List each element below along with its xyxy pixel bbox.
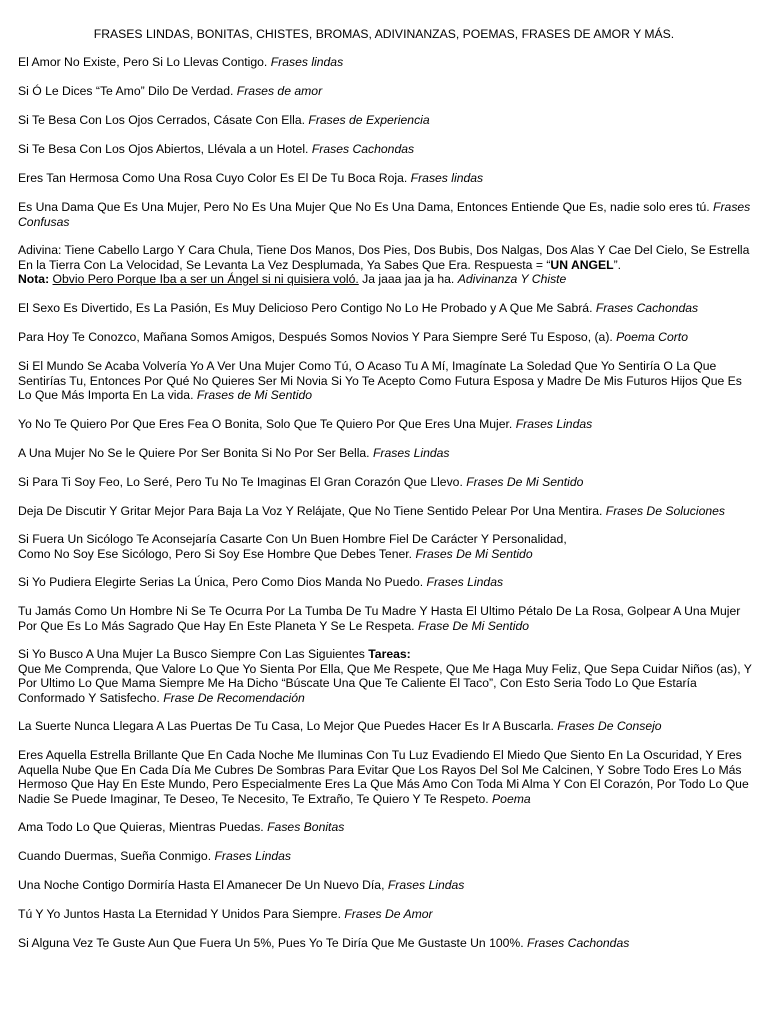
- phrase-5: [18, 171, 753, 186]
- phrase-2: [18, 84, 753, 99]
- phrase-tag: Frases Lindas: [372, 446, 450, 460]
- riddle-answer-close: ”.: [613, 257, 622, 272]
- phrase-tag: Frases Lindas: [426, 575, 504, 589]
- phrase-tag: Frases De Soluciones: [605, 504, 726, 518]
- phrase-text: Si Yo Pudiera Elegirte Serias La Única, Pero Como Dios Manda No Puedo.: [18, 575, 424, 589]
- phrase-text: Eres Tan Hermosa Como Una Rosa Cuyo Color Es El De Tu Boca Roja.: [18, 171, 408, 185]
- phrase-tag: Frases de Experiencia: [308, 113, 430, 127]
- phrase-text: A Una Mujer No Se le Quiere Por Ser Bonita Si No Por Ser Bella.: [18, 446, 370, 460]
- phrase-18: [18, 647, 753, 705]
- note-underlined: Obvio Pero Porque Iba a ser un Ángel si ni quisiera voló.: [52, 272, 359, 286]
- phrase-text: Si El Mundo Se Acaba Volvería Yo A Ver Una Mujer Como Tú, O Acaso Tu A Mí, Imagínate La Soledad Que Yo Sentiría O La Que Sentirías Tu, Entonces Por Qué No Quieres Ser Mi Novia Si Yo Te Acepto Como Futura Esposa y Madre De Mis Futuros Hijos Que Es Lo Que Más Importa En La vida.: [18, 359, 742, 402]
- phrase-tag: Frases De Consejo: [557, 719, 662, 733]
- phrase-text: Yo No Te Quiero Por Que Eres Fea O Bonita, Solo Que Te Quiero Por Que Eres Una Mujer.: [18, 417, 513, 431]
- phrase-7-riddle: [18, 243, 753, 287]
- phrase-text: Si Te Besa Con Los Ojos Cerrados, Cásate Con Ella.: [18, 113, 305, 127]
- phrase-1: [18, 55, 753, 70]
- riddle-text: Adivina: Tiene Cabello Largo Y Cara Chula, Tiene Dos Manos, Dos Pies, Dos Bubis, Dos Nalgas, Dos Alas Y Cae Del Cielo, Se Estrella En la Tierra Con La Velocidad, Se Levanta La Vez Desplumada, Ya Sabes Que Era. Respuesta = “: [18, 243, 750, 272]
- phrase-text: El Amor No Existe, Pero Si Lo Llevas Contigo.: [18, 55, 268, 69]
- phrase-4: [18, 142, 753, 157]
- phrase-15: [18, 532, 753, 561]
- phrase-3: [18, 113, 753, 128]
- phrase-text: El Sexo Es Divertido, Es La Pasión, Es Muy Delicioso Pero Contigo No Lo He Probado y A Que Me Sabrá.: [18, 301, 593, 315]
- phrase-tag: Frases Lindas: [515, 417, 593, 431]
- phrase-tag: Adivinanza Y Chiste: [457, 272, 567, 286]
- phrase-17: [18, 604, 753, 633]
- phrase-22: [18, 849, 753, 864]
- phrase-text: Para Hoy Te Conozco, Mañana Somos Amigos, Después Somos Novios Y Para Siempre Seré Tu Esposo, (a).: [18, 330, 613, 344]
- phrase-text: Ama Todo Lo Que Quieras, Mientras Puedas.: [18, 820, 264, 834]
- phrase-25: [18, 936, 753, 951]
- phrase-text: Deja De Discutir Y Gritar Mejor Para Baja La Voz Y Relájate, Que No Tiene Sentido Pelear Por Una Mentira.: [18, 504, 603, 518]
- phrase-tag: Frases De Mi Sentido: [466, 475, 584, 489]
- phrase-text: Una Noche Contigo Dormiría Hasta El Amanecer De Un Nuevo Día,: [18, 878, 385, 892]
- note-label: Nota:: [18, 272, 50, 286]
- riddle-answer: UN ANGEL: [550, 257, 614, 272]
- phrase-text: Si Yo Busco A Una Mujer La Busco Siempre Con Las Siguientes: [18, 647, 365, 661]
- phrase-tag: Frases lindas: [270, 55, 344, 69]
- phrase-rest: Que Me Comprenda, Que Valore Lo Que Yo Sienta Por Ella, Que Me Respete, Que Me Haga Muy Feliz, Que Sepa Cuidar Niños (as), Y Por Ultimo Lo Que Mama Siempre Me Ha Dicho “Búscate Una Que Te Caliente El Taco”, Con Esto Seria Todo Lo Que Estaría Conformado Y Satisfecho.: [18, 661, 752, 705]
- phrase-line-1: Si Fuera Un Sicólogo Te Aconsejaría Casarte Con Un Buen Hombre Fiel De Carácter Y Personalidad,: [18, 532, 567, 546]
- phrase-text: Tú Y Yo Juntos Hasta La Eternidad Y Unidos Para Siempre.: [18, 907, 341, 921]
- note-rest: Ja jaaa jaa ja ha.: [362, 272, 455, 286]
- phrase-tag: Frases Lindas: [214, 849, 292, 863]
- phrase-11: [18, 417, 753, 432]
- phrase-16: [18, 575, 753, 590]
- phrase-tag: Frases lindas: [410, 171, 484, 185]
- phrase-24: [18, 907, 753, 922]
- phrase-9: [18, 330, 753, 345]
- phrase-6: [18, 200, 753, 229]
- phrase-14: [18, 504, 753, 519]
- phrase-tag: Frase De Mi Sentido: [417, 618, 530, 633]
- phrase-tag: Frases De Amor: [344, 907, 433, 921]
- phrase-tag: Frases de Mi Sentido: [196, 388, 313, 402]
- phrase-text: Si Ó Le Dices “Te Amo” Dilo De Verdad.: [18, 84, 234, 98]
- phrase-text: Cuando Duermas, Sueña Conmigo.: [18, 849, 212, 863]
- phrase-tag: Fases Bonitas: [267, 820, 345, 834]
- phrase-20-poem: [18, 748, 753, 806]
- phrase-text: Si Te Besa Con Los Ojos Abiertos, Llévala a un Hotel.: [18, 142, 309, 156]
- phrase-tag: Frases Confusas: [18, 200, 751, 229]
- phrase-8: [18, 301, 753, 316]
- phrase-10: [18, 359, 753, 403]
- phrase-tag: Frase De Recomendación: [163, 690, 305, 705]
- phrase-text: Si Alguna Vez Te Guste Aun Que Fuera Un 5%, Pues Yo Te Diría Que Me Gustaste Un 100%.: [18, 936, 524, 950]
- phrase-tag: Poema Corto: [616, 330, 688, 344]
- phrase-tag: Poema: [492, 791, 531, 806]
- phrase-12: [18, 446, 753, 461]
- phrase-21: [18, 820, 753, 835]
- phrase-tag: Frases Cachondas: [527, 936, 630, 950]
- phrase-line-2: Como No Soy Ese Sicólogo, Pero Si Soy Ese Hombre Que Debes Tener.: [18, 546, 413, 561]
- phrase-text: Si Para Ti Soy Feo, Lo Seré, Pero Tu No Te Imaginas El Gran Corazón Que Llevo.: [18, 475, 463, 489]
- phrase-tag: Frases de amor: [236, 84, 323, 98]
- phrase-23: [18, 878, 753, 893]
- phrase-tag: Frases De Mi Sentido: [415, 546, 533, 561]
- phrase-bold: Tareas:: [368, 647, 411, 661]
- phrase-text: Eres Aquella Estrella Brillante Que En Cada Noche Me Iluminas Con Tu Luz Evadiendo El Miedo Que Siento En La Oscuridad, Y Eres Aquella Nube Que En Cada Día Me Cubres De Sombras Para Evitar Que Los Rayos Del Sol Me Calcinen, Y Sobre Todo Eres Lo Más Hermoso Que Hay En Este Mundo, Pero Especialmente Eres La Que Más Amo Con Toda Mi Alma Y Con El Corazón, Por Todo Lo Que Nadie Se Puede Imaginar, Te Deseo, Te Necesito, Te Extraño, Te Quiero Y Te Respeto.: [18, 748, 749, 806]
- phrase-text: Es Una Dama Que Es Una Mujer, Pero No Es Una Mujer Que No Es Una Dama, Entonces Entiende Que Es, nadie solo eres tú.: [18, 200, 710, 214]
- phrase-19: [18, 719, 753, 734]
- phrase-text: La Suerte Nunca Llegara A Las Puertas De Tu Casa, Lo Mejor Que Puedes Hacer Es Ir A Buscarla.: [18, 719, 554, 733]
- phrase-text: Tu Jamás Como Un Hombre Ni Se Te Ocurra Por La Tumba De Tu Madre Y Hasta El Ultimo Pétalo De La Rosa, Golpear A Una Mujer Por Que Es Lo Más Sagrado Que Hay En Este Planeta Y Se Le Respeta.: [18, 604, 741, 633]
- page-title: FRASES LINDAS, BONITAS, CHISTES, BROMAS, ADIVINANZAS, POEMAS, FRASES DE AMOR Y MÁS.: [93, 27, 675, 41]
- phrase-13: [18, 475, 753, 490]
- phrase-tag: Frases Cachondas: [311, 142, 415, 156]
- phrase-tag: Frases Cachondas: [595, 301, 699, 315]
- phrase-tag: Frases Lindas: [387, 878, 465, 892]
